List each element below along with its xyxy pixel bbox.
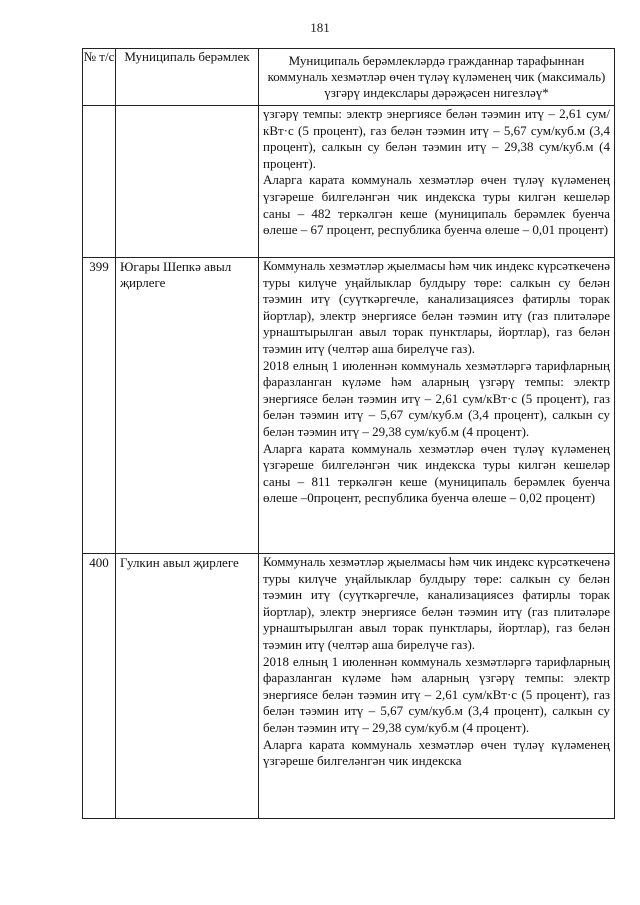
row-description xyxy=(259,106,615,258)
description-paragraph: Коммуналь хезмәтләр җыелмасы һәм чик индекс күрсәткеченә туры килүче уңайлыклар булдыру төре: салкын су белән тәэмин итү (суүткәргечле, канализациясез фатирлы торак йортлар), электр энергиясе белән тәэмин итү (газ плитәләре урнаштырылган авыл торак пунктлары, йортлар), газ белән тәэмин итү (челтәр аша бирелүче газ). xyxy=(263,554,610,652)
row-municipality: Гулкин авыл җирлеге xyxy=(116,554,259,819)
table-header-row xyxy=(83,49,615,106)
description-paragraph: Аларга карата коммуналь хезмәтләр өчен түләү күләменең үзгәреше билгеләнгән чик индекска туры килгән кешеләр саны – 482 теркәлгән кеше (муниципаль берәмлек буенча өлеше – 67 процент, республика буенча өлеше – 0,01 процент) xyxy=(263,172,610,238)
table-row xyxy=(83,554,615,819)
header-description: Муниципаль берәмлекләрдә гражданнар тарафыннан коммуналь хезмәтләр өчен түләү күләменең чик (максималь) үзгәрү индекслары дәрәҗәсен нигезләү* xyxy=(259,49,615,106)
description-paragraph: Аларга карата коммуналь хезмәтләр өчен түләү күләменең үзгәреше билгеләнгән чик индекска xyxy=(263,736,610,769)
row-number xyxy=(83,106,116,258)
description-paragraph: 2018 елның 1 июленнән коммуналь хезмәтләргә тарифларның фаразланган күләме һәм аларның үзгәрү темпы: электр энергиясе белән тәэмин итү – 2,61 сум/кВт·с (5 процент), газ белән тәэмин итү – 5,67 сум/куб.м (3,4 процент), салкын су белән тәэмин итү – 29,38 сум/куб.м (4 процент). xyxy=(263,357,610,439)
municipal-index-table xyxy=(82,48,615,819)
page-number: 181 xyxy=(310,20,330,35)
row-number: 399 xyxy=(83,258,116,554)
row-number: 400 xyxy=(83,554,116,819)
table-row xyxy=(83,258,615,554)
header-num: № т/с xyxy=(83,49,116,106)
description-paragraph: Коммуналь хезмәтләр җыелмасы һәм чик индекс күрсәткеченә туры килүче уңайлыклар булдыру төре: салкын су белән тәэмин итү (суүткәргечле, канализациясез фатирлы торак йортлар), электр энергиясе белән тәэмин итү (газ плитәләре урнаштырылган авыл торак пунктлары, йортлар), газ белән тәэмин итү (челтәр аша бирелүче газ). xyxy=(263,258,610,356)
row-description xyxy=(259,258,615,554)
row-municipality xyxy=(116,106,259,258)
row-municipality: Югары Шепкә авыл җирлеге xyxy=(116,258,259,554)
description-paragraph: Аларга карата коммуналь хезмәтләр өчен түләү күләменең үзгәреше билгеләнгән чик индекска туры килгән кешеләр саны – 811 теркәлгән кеше (муниципаль берәмлек буенча өлеше –0процент, республика буенча өлеше – 0,02 процент) xyxy=(263,440,610,506)
header-municipality: Муниципаль берәмлек xyxy=(116,49,259,106)
row-description xyxy=(259,554,615,819)
description-paragraph: үзгәрү темпы: электр энергиясе белән тәэмин итү – 2,61 сум/кВт·с (5 процент), газ белән тәэмин итү – 5,67 сум/куб.м (3,4 процент), салкын су белән тәэмин итү – 29,38 сум/куб.м (4 процент). xyxy=(263,106,610,171)
description-paragraph: 2018 елның 1 июленнән коммуналь хезмәтләргә тарифларның фаразланган күләме һәм аларның үзгәрү темпы: электр энергиясе белән тәэмин итү – 2,61 сум/кВт·с (5 процент), газ белән тәэмин итү – 5,67 сум/куб.м (3,4 процент), салкын су белән тәэмин итү – 29,38 сум/куб.м (4 процент). xyxy=(263,653,610,735)
table-row xyxy=(83,106,615,258)
